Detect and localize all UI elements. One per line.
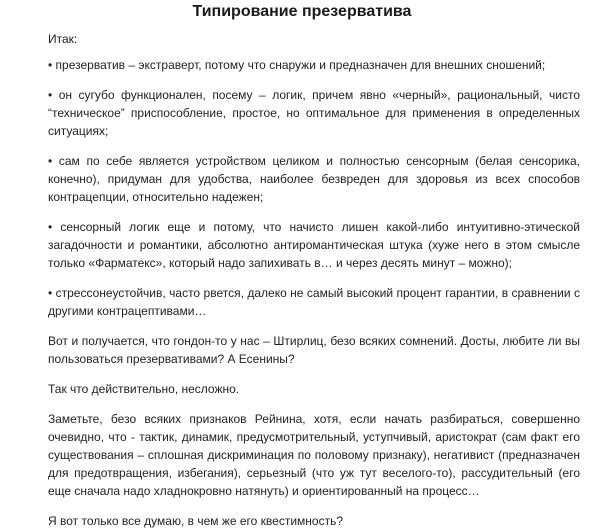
paragraph-question: Я вот только все думаю, в чем же его квестимность? <box>48 514 343 528</box>
page-title: Типирование презерватива <box>192 3 412 20</box>
paragraph-extravert: • презерватив – экстраверт, потому что снаружи и предназначен для внешних сношений; <box>48 58 546 72</box>
paragraph-sensory-logic: • сенсорный логик еще и потому, что начисто лишен какой-либо интуитивно-этической загадочности и романтики, абсолютно антиромантическая штука (хуже него в этом смысле только «Фарматекс», который надо запихивать в… и через десять минут – можно); <box>48 220 580 270</box>
paragraph-sensory: • сам по себе является устройством целиком и полностью сенсорным (белая сенсорика, конечно), придуман для удобства, наиболее безвреден для здоровья из всех способов контрацепции, относительно надежен; <box>48 154 580 204</box>
paragraph-intro: Итак: <box>48 32 78 46</box>
document-body <box>48 30 580 530</box>
paragraph-reinin: Заметьте, безо всяких признаков Рейнина, хотя, если начать разбираться, совершенно очевидно, что - тактик, динамик, предусмотрительный, уступчивый, аристократ (сам факт его существования – сплошная дискриминация по половому признаку), негативист (предназначен для предотвращения, избегания), серьезный (что уж тут веселого-то), рассудительный (его еще сначала надо хладнокровно натянуть) и ориентированный на процесс… <box>48 412 580 498</box>
paragraph-stress: • стрессонеустойчив, часто рвется, далеко не самый высокий процент гарантии, в сравнении с другими контрацептивами… <box>48 286 580 318</box>
paragraph-conclusion: Вот и получается, что гондон-то у нас – Штирлиц, безо всяких сомнений. Досты, любите ли вы пользоваться презервативами? А Есенины? <box>48 334 580 366</box>
paragraph-logic: • он сугубо функционален, посему – логик, причем явно «черный», рациональный, чисто “техническое” приспособление, простое, но оптимальное для применения в определенных ситуациях; <box>48 88 580 138</box>
paragraph-simple: Так что действительно, несложно. <box>48 382 240 396</box>
